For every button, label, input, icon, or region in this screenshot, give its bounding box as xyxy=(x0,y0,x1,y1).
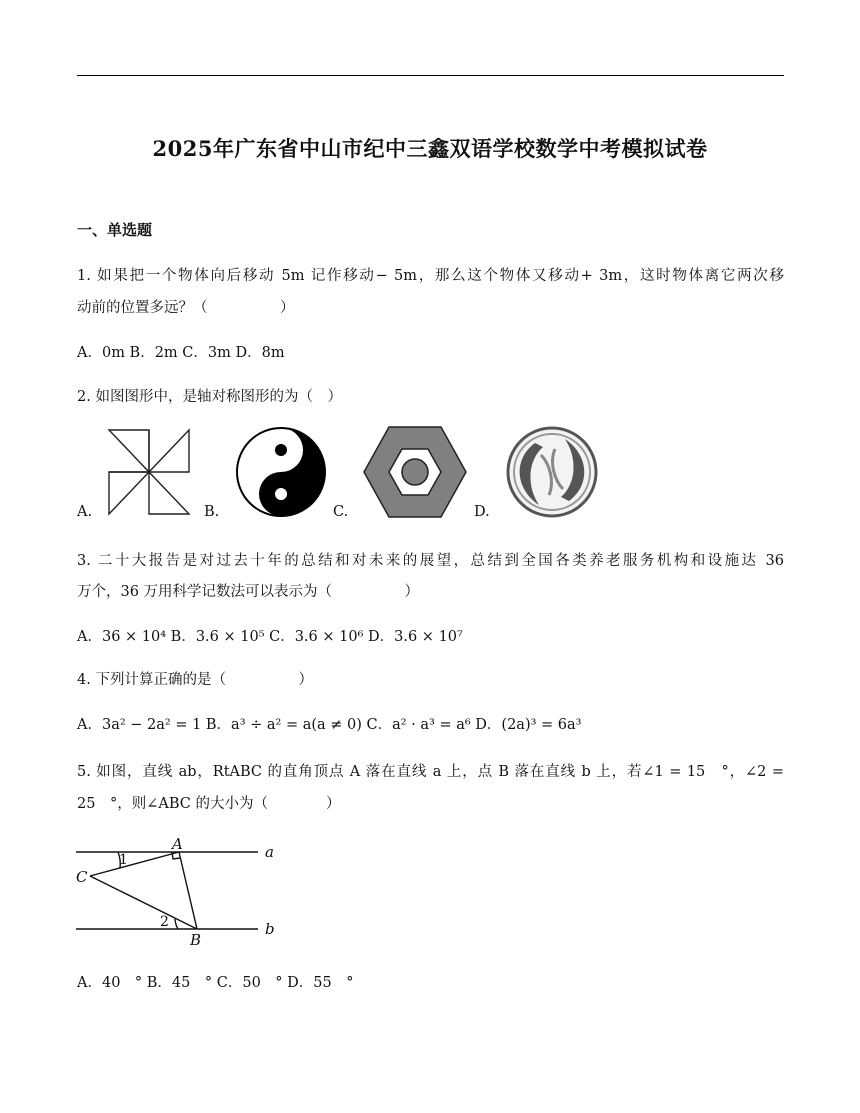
q2-label-b: B. xyxy=(204,504,220,520)
parallel-lines-triangle-figure xyxy=(74,834,284,949)
label-point-b: B xyxy=(190,931,202,949)
q2-label-c: C. xyxy=(333,504,349,520)
q2-label-d: D. xyxy=(474,504,490,520)
page-title: 2025年广东省中山市纪中三鑫双语学校数学中考模拟试卷 xyxy=(152,136,708,161)
q5-options: A．40 ° B．45 ° C．50 ° D．55 ° xyxy=(77,975,354,991)
q5-stem-line1: 5. 如图，直线 ab，RtABC 的直角顶点 A 落在直线 a 上，点 B 落在直线 b 上，若∠1 = 15 °，∠2 = xyxy=(77,764,784,780)
q1-stem-line1: 1. 如果把一个物体向后移动 5m 记作移动− 5m，那么这个物体又移动+ 3m，这时物体离它两次移 xyxy=(77,268,784,284)
label-angle-2: 2 xyxy=(160,914,169,930)
q1-options: A．0m B．2m C．3m D．8m xyxy=(77,345,285,361)
q4-stem: 4. 下列计算正确的是（ ） xyxy=(77,672,313,688)
label-point-c: C xyxy=(76,868,88,886)
label-angle-1: 1 xyxy=(119,852,128,868)
q3-options: A．36 × 10⁴ B．3.6 × 10⁵ C．3.6 × 10⁶ D．3.6 × 10⁷ xyxy=(77,629,463,645)
pinwheel-figure xyxy=(104,425,194,519)
header-rule xyxy=(77,75,784,76)
hex-nut-figure xyxy=(362,425,468,519)
label-line-b: b xyxy=(265,920,275,938)
label-point-a: A xyxy=(172,835,183,853)
q2-stem: 2. 如图图形中，是轴对称图形的为（ ） xyxy=(77,389,342,405)
q3-stem-line2: 万个，36 万用科学记数法可以表示为（ ） xyxy=(77,584,420,600)
q2-label-a: A. xyxy=(77,504,93,520)
section-heading: 一、单选题 xyxy=(77,221,153,239)
car-logo-figure xyxy=(505,425,599,519)
label-line-a: a xyxy=(265,843,274,861)
q1-stem-line2: 动前的位置多远？（ ） xyxy=(77,300,295,316)
q3-stem-line1: 3. 二十大报告是对过去十年的总结和对未来的展望，总结到全国各类养老服务机构和设施达 36 xyxy=(77,553,784,569)
yin-yang-figure xyxy=(234,425,328,519)
q5-stem-line2: 25 °，则∠ABC 的大小为（ ） xyxy=(77,796,341,812)
q4-options: A．3a² − 2a² = 1 B．a³ ÷ a² = a(a ≠ 0) C．a² · a³ = a⁶ D．(2a)³ = 6a³ xyxy=(77,717,582,733)
